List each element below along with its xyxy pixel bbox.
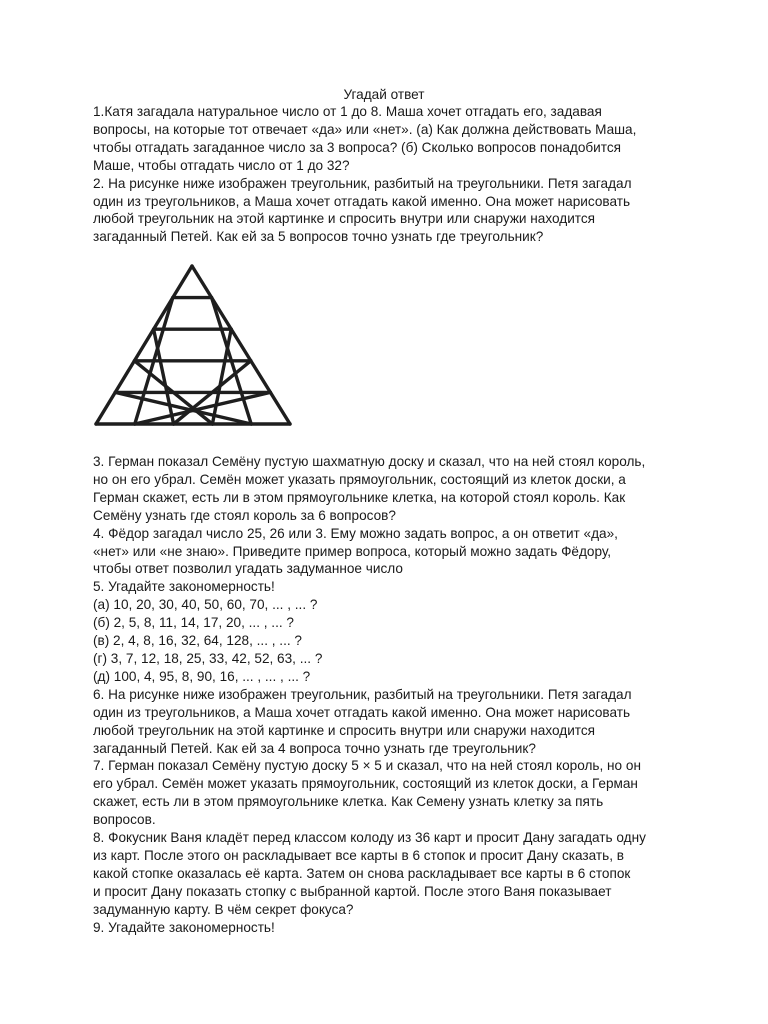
text-line: «нет» или «не знаю». Приведите пример вопроса, который можно задать Фёдору, <box>93 543 612 559</box>
text-line: задуманную карту. В чём секрет фокуса? <box>93 901 354 917</box>
text-line: чтобы отгадать загаданное число за 3 вопроса? (б) Сколько вопросов понадобится <box>93 139 622 155</box>
page-title: Угадай ответ <box>343 87 425 102</box>
text-block-2 <box>93 453 693 936</box>
text-line: любой треугольник на этой картинке и спросить внутри или снаружи находится <box>93 722 596 738</box>
text-line: чтобы ответ позволил угадать задуманное число <box>93 561 403 577</box>
triangle-grid-icon <box>94 262 294 428</box>
text-line: загаданный Петей. Как ей за 4 вопроса точно узнать где треугольник? <box>93 740 536 756</box>
text-line: (в) 2, 4, 8, 16, 32, 64, 128, ... , ... ? <box>93 633 302 649</box>
text-line: но он его убрал. Семён может указать прямоугольник, состоящий из клеток доски, а <box>93 471 626 487</box>
text-line: 7. Герман показал Семёну пустую доску 5 × 5 и сказал, что на ней стоял король, но он <box>93 758 641 774</box>
text-line: один из треугольников, а Маша хочет отгадать какой именно. Она может нарисовать <box>93 704 631 720</box>
text-line: один из треугольников, а Маша хочет отгадать какой именно. Она может нарисовать <box>93 193 631 209</box>
text-line: 9. Угадайте закономерность! <box>93 919 275 935</box>
text-line: (а) 10, 20, 30, 40, 50, 60, 70, ... , ... ? <box>93 597 318 613</box>
text-line: и просит Дану показать стопку с выбранной картой. После этого Ваня показывает <box>93 883 612 899</box>
text-block-1 <box>93 103 693 246</box>
text-line: (д) 100, 4, 95, 8, 90, 16, ... , ... , ... ? <box>93 668 311 684</box>
text-line: 8. Фокусник Ваня кладёт перед классом колоду из 36 карт и просит Дану загадать одну <box>93 830 646 846</box>
text-line: 3. Герман показал Семёну пустую шахматную доску и сказал, что на ней стоял король, <box>93 454 646 469</box>
text-line: какой стопке оказалась её карта. Затем он снова раскладывает все карты в 6 стопок <box>93 865 631 881</box>
text-line: Маше, чтобы отгадать число от 1 до 32? <box>93 157 350 173</box>
text-line: скажет, есть ли в этом прямоугольнике клетка. Как Семену узнать клетку за пять <box>93 794 604 810</box>
text-line: его убрал. Семён может указать прямоугольник, состоящий из клеток доски, а Герман <box>93 776 638 792</box>
triangle-grid-line <box>212 329 231 424</box>
text-line: 5. Угадайте закономерность! <box>93 579 275 595</box>
text-line: Герман скажет, есть ли в этом прямоугольнике клетка, на которой стоял король. Как <box>93 489 626 505</box>
text-line: вопросы, на которые тот отвечает «да» или «нет». (а) Как должна действовать Маша, <box>93 121 637 137</box>
text-line: 1.Катя загадала натуральное число от 1 до 8. Маша хочет отгадать его, задавая <box>93 104 602 119</box>
text-line: 6. На рисунке ниже изображен треугольник, разбитый на треугольники. Петя загадал <box>93 686 632 702</box>
text-line: 2. На рисунке ниже изображен треугольник, разбитый на треугольники. Петя загадал <box>93 175 632 191</box>
text-line: любой треугольник на этой картинке и спросить внутри или снаружи находится <box>93 211 596 227</box>
text-line: из карт. После этого он раскладывает все карты в 6 стопок и просит Дану сказать, в <box>93 847 624 863</box>
text-line: загаданный Петей. Как ей за 5 вопросов точно узнать где треугольник? <box>93 229 544 245</box>
triangle-figure <box>94 262 294 428</box>
text-line: Семёну узнать где стоял король за 6 вопросов? <box>93 507 396 523</box>
text-line: (б) 2, 5, 8, 11, 14, 17, 20, ... , ... ? <box>93 615 294 631</box>
text-line: вопросов. <box>93 812 156 828</box>
text-line: 4. Фёдор загадал число 25, 26 или 3. Ему можно задать вопрос, а он ответит «да», <box>93 525 618 541</box>
text-line: (г) 3, 7, 12, 18, 25, 33, 42, 52, 63, ... ? <box>93 650 323 666</box>
